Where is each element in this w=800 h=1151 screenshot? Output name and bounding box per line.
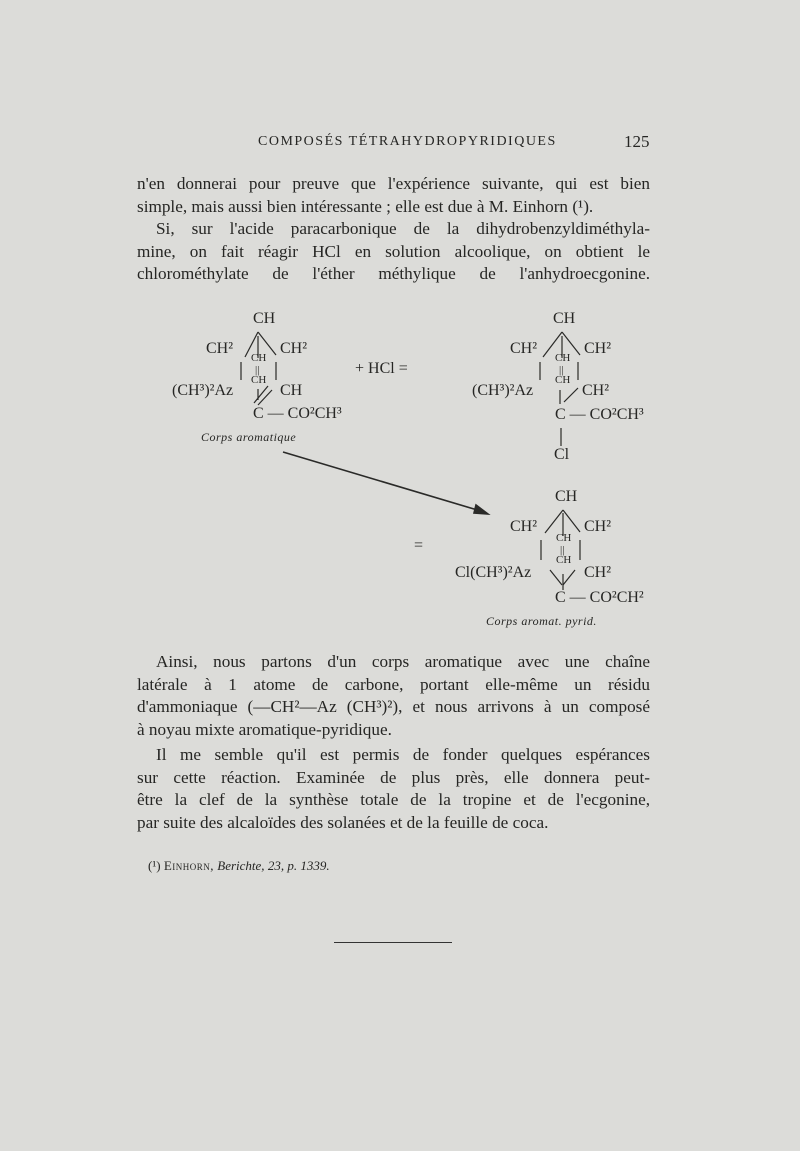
left-ch-lower-right: CH: [280, 382, 303, 399]
paragraph-1-line: Si, sur l'acide paracarbonique de la dihydrobenzyldiméthyla-: [156, 219, 650, 239]
paragraph-1-line: n'en donnerai pour preuve que l'expérience suivante, qui est bien: [137, 174, 650, 193]
reaction-arrow: [283, 452, 488, 514]
product-ammonium-group: Cl(CH³)²Az: [455, 564, 532, 581]
right-inner-ch-bottom: CH: [555, 374, 571, 386]
paragraph-2-line: Ainsi, nous partons d'un corps aromatique avec une chaîne: [156, 652, 650, 671]
paragraph-1-line: mine, on fait réagir HCl en solution alcoolique, on obtient le: [137, 241, 650, 261]
closing-rule: [334, 942, 452, 943]
right-inner-ch-top: CH: [555, 352, 571, 364]
product-ch2-right: CH²: [584, 518, 612, 535]
right-chlorine: Cl: [554, 446, 570, 463]
right-inner-double-bond: ||: [559, 364, 564, 376]
footnote-author: Einhorn,: [163, 858, 215, 873]
product-equals: =: [414, 537, 424, 554]
paragraph-2-line: d'ammoniaque (—CH²—Az (CH³)²), et nous arrivons à un composé: [137, 697, 650, 717]
paragraph-2-line: latérale à 1 atome de carbone, portant elle-même un résidu: [137, 674, 650, 694]
right-ch2-left: CH²: [510, 340, 538, 357]
product-inner-ch-top: CH: [556, 532, 572, 544]
paragraph-3-line: Il me semble qu'il est permis de fonder quelques espérances: [156, 745, 650, 764]
left-inner-double-bond: ||: [255, 364, 260, 376]
left-inner-ch-top: CH: [251, 352, 267, 364]
right-ch2-right: CH²: [584, 340, 612, 357]
paragraph-2: [137, 651, 650, 741]
footnote-reference: 23, p. 1339.: [267, 858, 330, 873]
paragraph-1-line: chlorométhylate de l'éther méthylique de l'anhydroecgonine.: [137, 264, 650, 284]
product-ch-top: CH: [555, 488, 578, 505]
right-ch-top: CH: [553, 310, 576, 327]
footnote-marker: (¹): [148, 858, 161, 873]
left-caption: Corps aromatique: [201, 430, 297, 444]
left-amine-group: (CH³)²Az: [172, 382, 234, 399]
left-inner-ch-bottom: CH: [251, 374, 267, 386]
paragraph-3-line: sur cette réaction. Examinée de plus près, elle donnera peut-: [137, 767, 650, 787]
left-ch2-left: CH²: [206, 340, 234, 357]
paragraph-1-line: simple, mais aussi bien intéressante ; elle est due à M. Einhorn (¹).: [137, 196, 594, 216]
paragraph-3-line: être la clef de la synthèse totale de la tropine et de l'ecgonine,: [137, 790, 650, 810]
left-ester-carbon: C — CO²CH³: [253, 405, 342, 422]
running-title: COMPOSÉS TÉTRAHYDROPYRIDIQUES: [258, 134, 557, 149]
left-ch-top: CH: [253, 310, 276, 327]
product-ch2-lower-right: CH²: [584, 564, 612, 581]
product-inner-ch-bottom: CH: [556, 554, 572, 566]
product-ester-carbon: C — CO²CH²: [555, 589, 644, 606]
paragraph-2-line: à noyau mixte aromatique-pyridique.: [137, 719, 392, 739]
right-ring-bonds: [540, 332, 580, 446]
page-number: 125: [624, 132, 650, 151]
right-amine-group: (CH³)²Az: [472, 382, 534, 399]
right-ch2-lower-right: CH²: [582, 382, 610, 399]
product-caption: Corps aromat. pyrid.: [486, 614, 597, 628]
reagent-hcl: + HCl =: [355, 360, 408, 377]
left-ch2-right: CH²: [280, 340, 308, 357]
paragraph-3: [137, 744, 650, 834]
paragraph-3-line: par suite des alcaloïdes des solanées et de la feuille de coca.: [137, 812, 549, 832]
right-ester-carbon: C — CO²CH³: [555, 406, 644, 423]
footnote-journal: Berichte,: [217, 858, 265, 873]
product-inner-double-bond: ||: [560, 544, 565, 556]
product-ch2-left: CH²: [510, 518, 538, 535]
footnote: [148, 858, 330, 874]
